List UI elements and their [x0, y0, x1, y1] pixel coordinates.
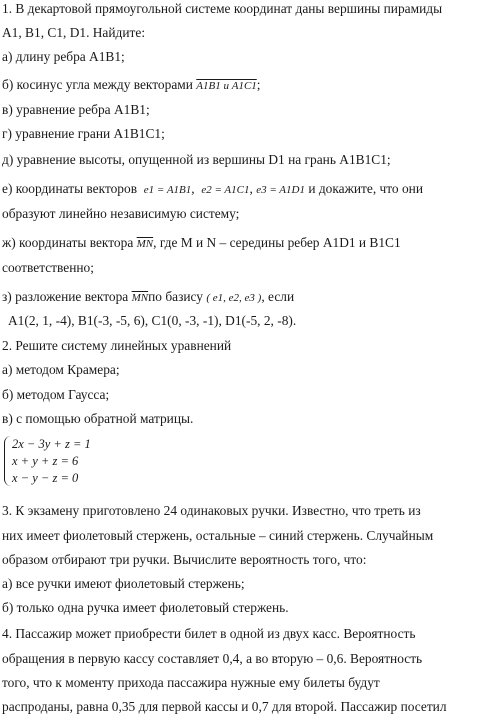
- equation-2: x + y + z = 6: [12, 454, 79, 468]
- item-zh-suffix: , где M и N – середины ребер A1D1 и B1C1: [153, 235, 401, 250]
- item-z-mid: по базису: [148, 289, 203, 304]
- task4-line4: распроданы, равна 0,35 для первой кассы и 0,7 для второй. Пассажир посетил: [2, 699, 447, 714]
- item-b-text: б) косинус угла между векторами: [2, 77, 193, 92]
- vertex-coordinates: A1(2, 1, -4), B1(-3, -5, 6), C1(0, -3, -1), D1(-5, 2, -8).: [8, 313, 297, 328]
- system-brace: [4, 436, 11, 486]
- vector-e2: e2 = A1C1: [201, 184, 250, 196]
- vector-mn: $\overline{MN}$: [136, 238, 154, 250]
- vector-e1: e1 = A1B1: [143, 184, 192, 196]
- task3-line2: них имеет фиолетовый стержень, остальные – синий стержень. Случайным: [2, 528, 434, 543]
- item-zh-cont: соответственно;: [2, 260, 94, 275]
- task3-line3: образом отбирают три ручки. Вычислите вероятность того, что:: [2, 552, 367, 567]
- item-z-suffix: , если: [261, 289, 295, 304]
- task3-a: а) все ручки имеют фиолетовый стержень;: [2, 576, 245, 591]
- item-b-vectors: A1B1 и A1C1: [196, 80, 257, 92]
- vector-mn-2: $\overline{MN}$: [131, 292, 149, 304]
- item-z-text: з) разложение вектора: [2, 289, 129, 304]
- task3-b: б) только одна ручка имеет фиолетовый стержень.: [2, 600, 289, 615]
- item-a: а) длину ребра A1B1;: [2, 49, 125, 64]
- task2-heading: 2. Решите систему линейных уравнений: [2, 338, 232, 353]
- item-v: в) уравнение ребра A1B1;: [2, 102, 150, 117]
- item-e-text: е) координаты векторов: [2, 181, 138, 196]
- basis: ( e1, e2, e3 ): [206, 292, 262, 304]
- item-b: [2, 76, 476, 95]
- task3-line1: 3. К экзамену приготовлено 24 одинаковых ручки. Известно, что треть из: [2, 503, 421, 518]
- item-b-suffix: ;: [256, 77, 261, 92]
- task2-a: а) методом Крамера;: [2, 362, 120, 377]
- item-e: е) координаты векторов e1 = A1B1, e2 = A1C1, e3 = A1D1 и докажите, что они: [2, 180, 476, 199]
- task4-line1: 4. Пассажир может приобрести билет в одной из двух касс. Вероятность: [2, 626, 416, 641]
- item-g: г) уравнение грани A1B1C1;: [2, 126, 165, 141]
- item-zh-text: ж) координаты вектора: [2, 235, 134, 250]
- linear-system: [4, 436, 124, 488]
- task1-heading-cont: A1, B1, C1, D1. Найдите:: [2, 25, 146, 40]
- item-zh: [2, 234, 476, 253]
- item-e-cont: образуют линейно независимую систему;: [2, 206, 240, 221]
- equation-1: 2x − 3y + z = 1: [12, 437, 91, 451]
- task2-b: б) методом Гаусса;: [2, 387, 110, 402]
- vector-e3: e3 = A1D1: [256, 184, 305, 196]
- task2-c: в) с помощью обратной матрицы.: [2, 411, 194, 426]
- item-z: [2, 288, 476, 307]
- task4-line2: обращения в первую кассу составляет 0,4, а во вторую – 0,6. Вероятность: [2, 651, 423, 666]
- item-e-suffix: и докажите, что они: [308, 181, 424, 196]
- task1-heading: 1. В декартовой прямоугольной системе координат даны вершины пирамиды: [2, 1, 443, 16]
- item-d: д) уравнение высоты, опущенной из вершины D1 на грань A1B1C1;: [2, 152, 391, 167]
- equation-3: x − y − z = 0: [12, 471, 79, 485]
- task4-line3: того, что к моменту прихода пассажира нужные ему билеты будут: [2, 675, 380, 690]
